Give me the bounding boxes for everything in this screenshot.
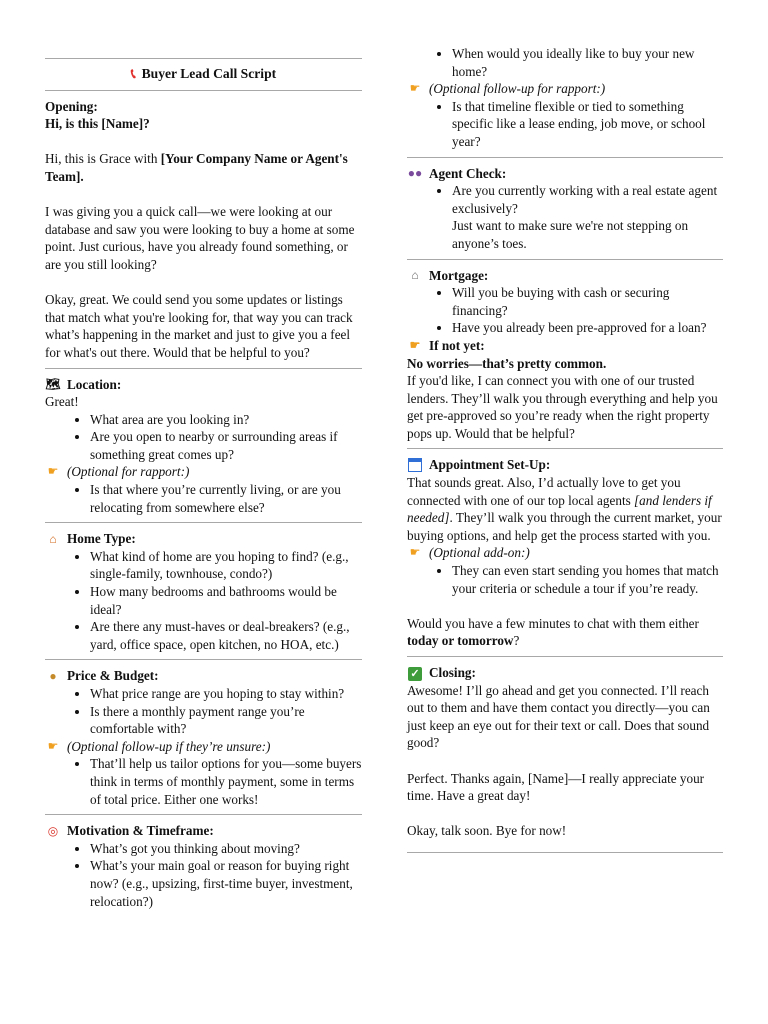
price-list bbox=[45, 685, 362, 738]
price-optional bbox=[45, 738, 362, 756]
agent-check-heading bbox=[407, 165, 723, 183]
appointment-ask bbox=[407, 615, 723, 650]
location-optional bbox=[45, 463, 362, 481]
list-item: • They can even start sending you homes that match your criteria or schedule a tour if you’re ready. bbox=[452, 562, 723, 597]
ask-bold: today or tomorrow bbox=[407, 633, 514, 649]
location-lead: Great! bbox=[45, 394, 79, 410]
list-item: • Have you already been pre-approved for a loan? bbox=[452, 319, 723, 337]
list-item: • Is that where you’re currently living, or are you relocating from somewhere else? bbox=[90, 481, 362, 516]
appointment-body-text: That sounds great. Also, I’d actually love to get you connected with one of our top local agents bbox=[407, 475, 681, 508]
intro-company: [Your Company Name or Agent's Team]. bbox=[45, 151, 348, 184]
optional-label: (Optional follow-up for rapport:) bbox=[429, 81, 606, 97]
opening-section bbox=[45, 98, 362, 362]
ask-text: Would you have a few minutes to chat with them either bbox=[407, 615, 699, 631]
pointing-hand-icon: ☛ bbox=[409, 545, 421, 560]
closing-heading bbox=[407, 664, 723, 682]
people-icon: ●● bbox=[407, 166, 423, 181]
list-item: • What’s got you thinking about moving? bbox=[90, 840, 362, 858]
motivation-section bbox=[45, 822, 362, 910]
list-item: • What price range are you hoping to stay within? bbox=[90, 685, 362, 703]
list-item bbox=[452, 182, 723, 252]
optional-label: (Optional add-on:) bbox=[429, 545, 530, 561]
intro-text: Hi, this is Grace with bbox=[45, 151, 161, 167]
document-title bbox=[45, 65, 362, 83]
appointment-optional-list bbox=[407, 562, 723, 597]
divider bbox=[407, 852, 723, 853]
price-section bbox=[45, 667, 362, 808]
motivation-list bbox=[45, 840, 362, 910]
mortgage-list bbox=[407, 284, 723, 337]
phone-icon: 📞︎ bbox=[130, 66, 136, 81]
agent-check-note: Just want to make sure we're not stepping on anyone’s toes. bbox=[452, 218, 689, 251]
house-icon: ⌂ bbox=[49, 532, 57, 547]
mortgage-section bbox=[407, 267, 723, 443]
location-section bbox=[45, 376, 362, 517]
price-heading bbox=[45, 667, 362, 685]
list-item: • Will you be buying with cash or securing financing? bbox=[452, 284, 723, 319]
closing-paragraph-2: Perfect. Thanks again, [Name]—I really appreciate your time. Have a great day! bbox=[407, 770, 705, 804]
location-optional-list bbox=[45, 481, 362, 516]
list-item: • Is there a monthly payment range you’re comfortable with? bbox=[90, 703, 362, 738]
list-item: • That’ll help us tailor options for you—some buyers think in terms of monthly payment, some in terms of total price. Either one works! bbox=[90, 755, 362, 808]
opening-paragraph-2: Okay, great. We could send you some updates or listings that match what you're looking for, that way you can track what’s happening in the market and just to give you a feel for what's out there. Would that be helpful to you? bbox=[45, 292, 353, 360]
appointment-heading-text: Appointment Set-Up: bbox=[429, 457, 551, 473]
list-item: • How many bedrooms and bathrooms would be ideal? bbox=[90, 583, 362, 618]
motivation-optional bbox=[407, 80, 723, 98]
optional-label: (Optional follow-up if they’re unsure:) bbox=[67, 738, 271, 754]
appointment-body-text-end: . They’ll walk you through the current market, your buying options, and help get the process started with you. bbox=[407, 510, 722, 543]
motivation-optional-list bbox=[407, 98, 723, 151]
pointing-hand-icon: ☛ bbox=[409, 337, 421, 352]
price-optional-list bbox=[45, 755, 362, 808]
mortgage-body: If you'd like, I can connect you with one of our trusted lenders. They’ll walk you through everything and help you get pre-approved so you’re ready when the right property pops up. Would that be helpful? bbox=[407, 373, 718, 441]
agent-check-section bbox=[407, 165, 723, 253]
left-column bbox=[45, 0, 362, 910]
list-item: • When would you ideally like to buy your new home? bbox=[452, 45, 723, 80]
target-icon: ◎ bbox=[47, 823, 59, 838]
pointing-hand-icon: ☛ bbox=[47, 464, 59, 479]
appointment-body-italic: [and lenders if needed] bbox=[407, 492, 712, 526]
check-icon: ✓ bbox=[407, 666, 423, 680]
list-item: • What area are you looking in? bbox=[90, 411, 362, 429]
map-icon: 🗺︎ bbox=[45, 377, 61, 392]
list-item: • Is that timeline flexible or tied to something specific like a lease ending, job move, or school year? bbox=[452, 98, 723, 151]
location-heading-text: Location: bbox=[67, 376, 122, 392]
agent-check-heading-text: Agent Check: bbox=[429, 165, 507, 181]
title-text: Buyer Lead Call Script bbox=[141, 66, 277, 81]
pointing-hand-icon: ☛ bbox=[47, 738, 59, 753]
location-list bbox=[45, 411, 362, 464]
agent-check-question: Are you currently working with a real estate agent exclusively? bbox=[452, 183, 718, 216]
mortgage-heading bbox=[407, 267, 723, 285]
pointing-hand-icon: ☛ bbox=[409, 81, 421, 96]
opening-intro bbox=[45, 150, 362, 185]
home-type-section bbox=[45, 530, 362, 653]
bank-icon: ⌂ bbox=[411, 268, 419, 283]
appointment-section bbox=[407, 456, 723, 650]
appointment-heading bbox=[407, 456, 723, 474]
home-type-heading bbox=[45, 530, 362, 548]
if-not-label: If not yet: bbox=[429, 337, 485, 353]
mortgage-heading-text: Mortgage: bbox=[429, 267, 489, 283]
mortgage-if-not bbox=[407, 337, 723, 355]
closing-paragraph-1: Awesome! I’ll go ahead and get you connected. I’ll reach out to them and have them contact you directly—you can just keep an eye out for their text or call. Does that sound good? bbox=[407, 682, 710, 751]
ask-end: ? bbox=[513, 633, 520, 649]
closing-paragraph-3: Okay, talk soon. Bye for now! bbox=[407, 823, 567, 839]
list-item: • What’s your main goal or reason for buying right now? (e.g., upsizing, first-time buyer, investment, relocation?) bbox=[90, 857, 362, 910]
home-type-list bbox=[45, 548, 362, 654]
location-heading bbox=[45, 376, 362, 394]
calendar-icon bbox=[407, 458, 423, 472]
motivation-heading bbox=[45, 822, 362, 840]
list-item: • Are you open to nearby or surrounding areas if something great comes up? bbox=[90, 428, 362, 463]
opening-greeting: Hi, is this [Name]? bbox=[45, 116, 150, 132]
closing-section bbox=[407, 664, 723, 840]
appointment-body bbox=[407, 474, 723, 544]
right-column bbox=[407, 0, 723, 853]
mortgage-reassure: No worries—that’s pretty common. bbox=[407, 355, 607, 371]
opening-label: Opening: bbox=[45, 98, 98, 114]
closing-heading-text: Closing: bbox=[429, 665, 476, 680]
motivation-list-continued bbox=[407, 45, 723, 80]
price-heading-text: Price & Budget: bbox=[67, 668, 159, 684]
list-item: • Are there any must-haves or deal-breakers? (e.g., yard, office space, open kitchen, no HOA, etc.) bbox=[90, 618, 362, 653]
money-bag-icon: ● bbox=[49, 669, 57, 684]
list-item: • What kind of home are you hoping to find? (e.g., single-family, townhouse, condo?) bbox=[90, 548, 362, 583]
agent-check-list bbox=[407, 182, 723, 252]
motivation-heading-text: Motivation & Timeframe: bbox=[67, 823, 214, 839]
opening-paragraph-1: I was giving you a quick call—we were looking at our database and saw you were looking to buy a home at some point. Just curious, have you already found something, or are you still looking? bbox=[45, 204, 355, 272]
home-type-heading-text: Home Type: bbox=[67, 531, 136, 547]
optional-label: (Optional for rapport:) bbox=[67, 464, 190, 480]
appointment-optional bbox=[407, 544, 723, 562]
